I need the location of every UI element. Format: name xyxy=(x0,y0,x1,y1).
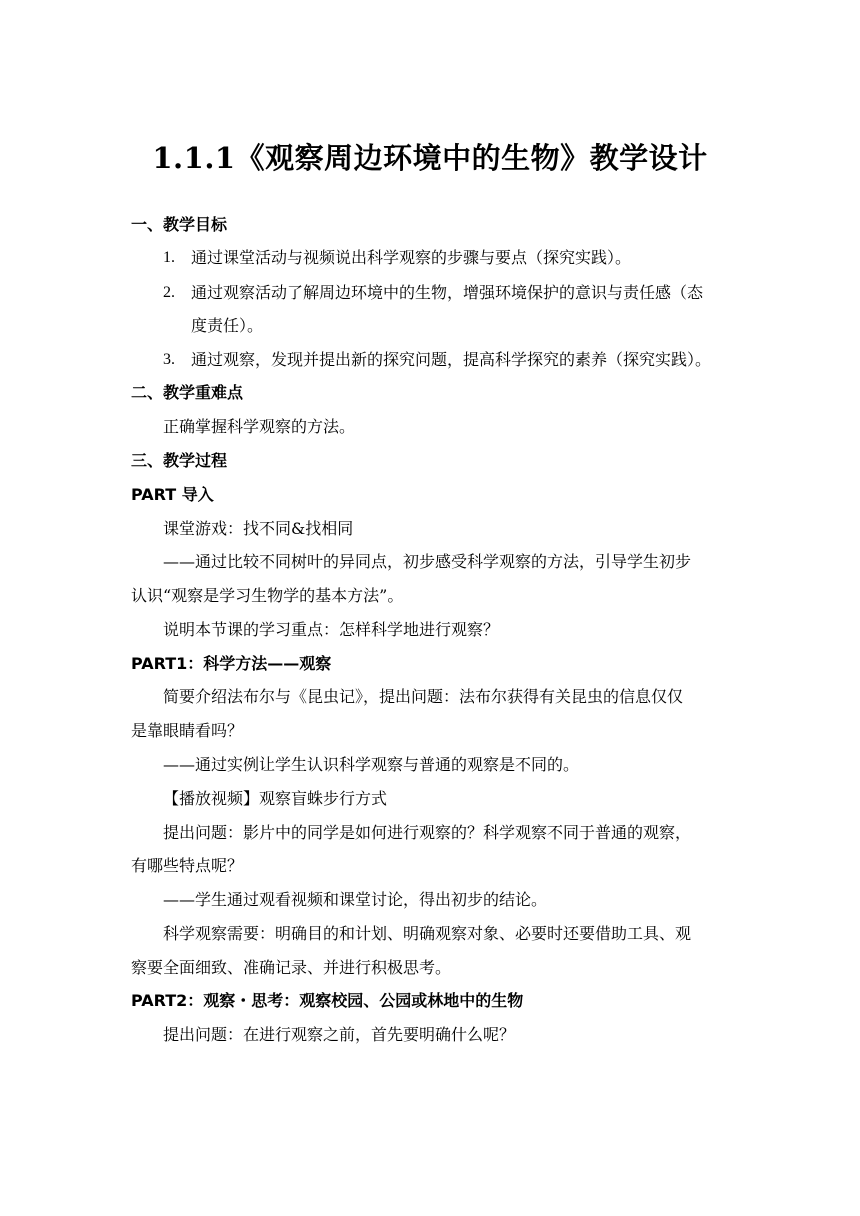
objective-item-3: 通过观察，发现并提出新的探究问题，提高科学探究的素养（探究实践）。 xyxy=(191,350,712,369)
paragraph: 课堂游戏：找不同&找相同 xyxy=(163,519,354,538)
objective-item-2-cont: 度责任）。 xyxy=(191,316,264,335)
paragraph: ——学生通过观看视频和课堂讨论，得出初步的结论。 xyxy=(163,890,548,909)
section-heading-key-points: 二、教学重难点 xyxy=(131,383,244,402)
paragraph: 科学观察需要：明确目的和计划、明确观察对象、必要时还要借助工具、观 xyxy=(163,924,692,943)
part-heading-1: PART1：科学方法——观察 xyxy=(131,654,332,673)
paragraph: ——通过比较不同树叶的异同点，初步感受科学观察的方法，引导学生初步 xyxy=(163,552,692,571)
objective-item-1: 通过课堂活动与视频说出科学观察的步骤与要点（探究实践）。 xyxy=(191,248,632,267)
paragraph: 提出问题：在进行观察之前，首先要明确什么呢？ xyxy=(163,1025,516,1044)
paragraph: 【播放视频】观察盲蛛步行方式 xyxy=(163,789,388,808)
paragraph-cont: 有哪些特点呢？ xyxy=(131,856,244,875)
document-title: 1.1.1《观察周边环境中的生物》教学设计 xyxy=(152,141,708,175)
paragraph: 说明本节课的学习重点：怎样科学地进行观察？ xyxy=(163,620,500,639)
section-heading-objectives: 一、教学目标 xyxy=(131,215,228,234)
paragraph: 提出问题：影片中的同学是如何进行观察的？科学观察不同于普通的观察， xyxy=(163,823,692,842)
paragraph-cont: 认识“观察是学习生物学的基本方法”。 xyxy=(131,586,404,605)
objective-item-2: 通过观察活动了解周边环境中的生物，增强环境保护的意识与责任感（态 xyxy=(191,283,704,302)
paragraph: ——通过实例让学生认识科学观察与普通的观察是不同的。 xyxy=(163,755,580,774)
paragraph-cont: 察要全面细致、准确记录、并进行积极思考。 xyxy=(131,958,452,977)
list-number: 2. xyxy=(163,284,175,301)
part-heading-2: PART2：观察・思考：观察校园、公园或林地中的生物 xyxy=(131,991,524,1010)
section-heading-process: 三、教学过程 xyxy=(131,451,228,470)
part-heading-intro: PART 导入 xyxy=(131,485,214,504)
list-number: 3. xyxy=(163,351,175,368)
paragraph: 简要介绍法布尔与《昆虫记》，提出问题：法布尔获得有关昆虫的信息仅仅 xyxy=(163,687,684,706)
paragraph: 正确掌握科学观察的方法。 xyxy=(163,417,356,436)
list-number: 1. xyxy=(163,249,175,266)
paragraph-cont: 是靠眼睛看吗？ xyxy=(131,721,244,740)
